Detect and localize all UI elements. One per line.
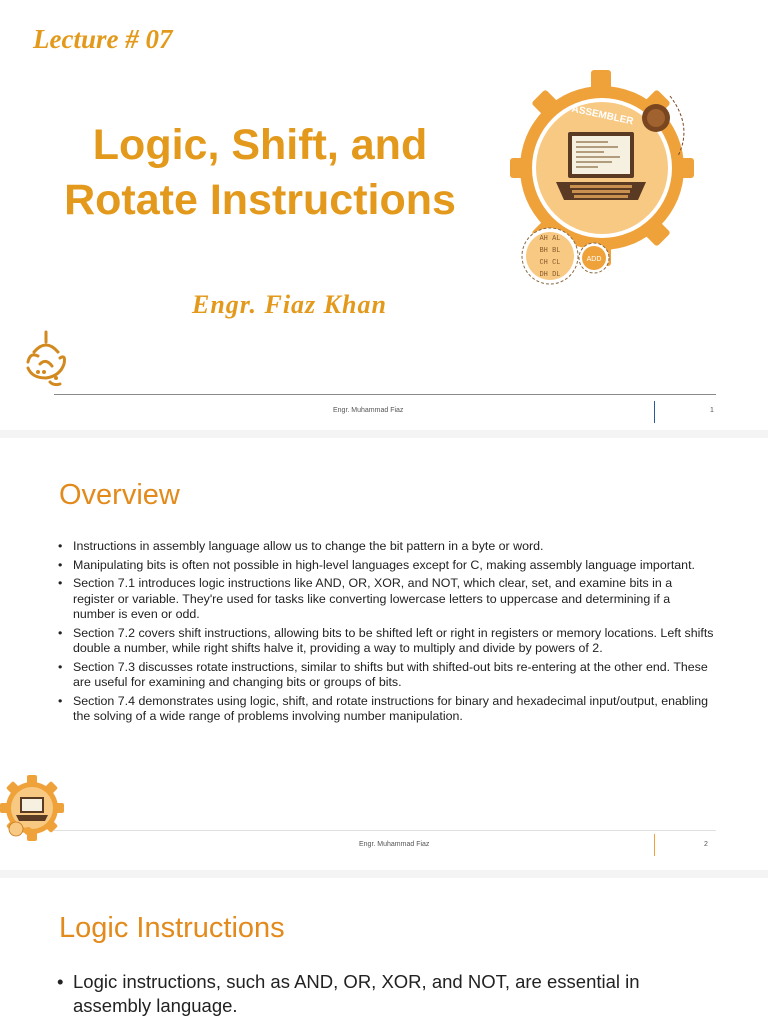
slide-title bbox=[40, 118, 480, 228]
bullet-list bbox=[55, 970, 715, 1018]
title-line-1: Logic, Shift, and bbox=[92, 121, 428, 169]
slide-1 bbox=[0, 0, 768, 430]
slide-gap bbox=[0, 430, 768, 438]
bullet-icon: • bbox=[58, 557, 63, 572]
footer-divider bbox=[54, 830, 716, 831]
register-row-4: DH DL bbox=[539, 271, 561, 279]
bullet-icon: • bbox=[58, 693, 63, 708]
list-item: • Section 7.1 introduces logic instructions like AND, OR, XOR, and NOT, which clear, set, and examine bits in a register or variable. They're used for tasks like converting lowercase letters to uppercase and determining if a number is even or odd. bbox=[58, 576, 673, 621]
footer-separator bbox=[654, 834, 655, 856]
slide-gap bbox=[0, 870, 768, 878]
list-item: • Section 7.4 demonstrates using logic, shift, and rotate instructions for binary and hexadecimal input/output, enabling the solving of a wide range of problems involving number manipulation. bbox=[58, 693, 709, 723]
slide-title: Logic Instructions bbox=[59, 912, 285, 944]
footer-author: Engr. Muhammad Fiaz bbox=[333, 407, 404, 414]
register-row-3: CH CL bbox=[539, 259, 561, 267]
list-item: • Instructions in assembly language allow us to change the bit pattern in a byte or word. bbox=[58, 539, 544, 553]
footer-divider bbox=[54, 394, 716, 395]
list-item: • Manipulating bits is often not possible in high-level languages except for C, making assembly language important. bbox=[58, 557, 695, 572]
title-line-2: Rotate Instructions bbox=[64, 176, 456, 224]
bullet-icon: • bbox=[58, 539, 63, 553]
add-bubble bbox=[579, 243, 609, 273]
register-bubble bbox=[522, 228, 578, 284]
laptop-icon bbox=[556, 132, 646, 200]
list-item: • Logic instructions, such as AND, OR, XOR, and NOT, are essential in assembly language. bbox=[57, 971, 640, 1016]
register-row-1: AH AL bbox=[539, 235, 561, 243]
assembler-label: ASSEMBLER bbox=[570, 103, 635, 128]
assembler-gear-illustration bbox=[508, 66, 698, 298]
lecture-number: Lecture # 07 bbox=[33, 24, 173, 54]
bullet-icon: • bbox=[58, 576, 63, 590]
list-item: • Section 7.3 discusses rotate instructions, similar to shifts but with shifted-out bits re-entering at the other end. These are useful for examining and changing bits or groups of bits. bbox=[58, 659, 708, 689]
slide-title: Overview bbox=[59, 479, 180, 511]
calligraphy-logo bbox=[20, 328, 72, 390]
bullet-icon: • bbox=[58, 659, 63, 674]
page-number: 1 bbox=[710, 407, 714, 414]
footer-author: Engr. Muhammad Fiaz bbox=[359, 841, 430, 848]
footer-separator bbox=[654, 401, 655, 423]
bullet-icon: • bbox=[58, 625, 63, 640]
list-item: • Section 7.2 covers shift instructions, allowing bits to be shifted left or right in registers or memory locations. Left shifts double a number, while right shifts halve it, providing a way to multiply and divide by powers of 2. bbox=[58, 625, 714, 655]
add-label: ADD bbox=[586, 256, 602, 263]
slide-2 bbox=[0, 440, 768, 870]
page-number: 2 bbox=[704, 841, 708, 848]
author-name: Engr. Fiaz Khan bbox=[192, 290, 387, 319]
register-row-2: BH BL bbox=[539, 247, 561, 255]
corner-gear-icon bbox=[0, 775, 66, 841]
bullet-list bbox=[55, 539, 715, 728]
bullet-icon: • bbox=[57, 971, 64, 992]
slide-3 bbox=[0, 878, 768, 1024]
